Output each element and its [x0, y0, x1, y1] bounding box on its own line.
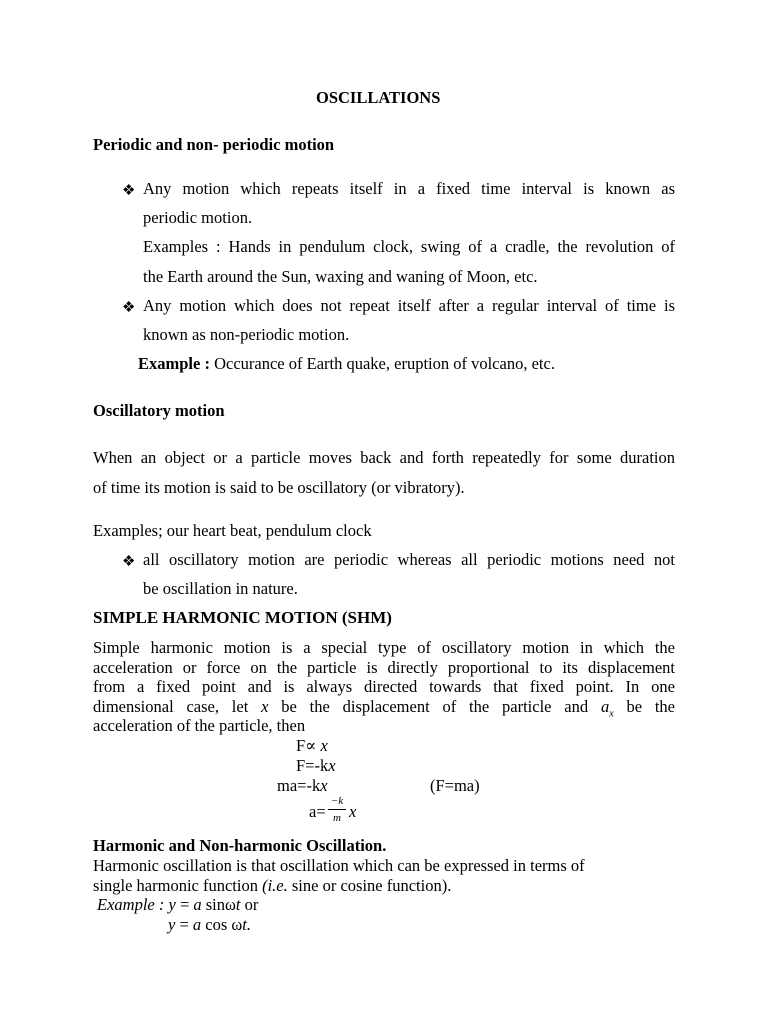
bullet-periodic-line1: Any motion which repeats itself in a fixed time interval is known as: [143, 179, 675, 198]
oscillatory-bullet-line1: all oscillatory motion are periodic whereas all periodic motions need not: [143, 550, 675, 569]
harmonic-example-line1: [97, 897, 258, 914]
eq-text: F=-k: [296, 756, 329, 775]
var-x: x: [261, 697, 269, 716]
bullet-nonperiodic-line1: Any motion which does not repeat itself after a regular interval of time is: [143, 296, 675, 315]
fraction-denominator: m: [333, 812, 341, 824]
var-t: t: [235, 895, 241, 914]
harmonic-example-line2: [168, 917, 251, 934]
var-a: a: [192, 915, 202, 934]
var-t: t.: [242, 915, 251, 934]
var-a: a: [600, 697, 610, 716]
section-heading-shm: SIMPLE HARMONIC MOTION (SHM): [93, 608, 392, 627]
shm-line4-text: dimensional case, let: [93, 697, 262, 716]
shm-line4-text: be the displacement of the particle and: [268, 697, 601, 716]
section-heading-oscillatory: Oscillatory motion: [93, 401, 225, 420]
shm-line2: acceleration or force on the particle is directly proportional to its displacement: [93, 658, 675, 677]
var-x: x: [328, 756, 336, 775]
nonperiodic-example: [138, 356, 555, 373]
example-label: Example :: [97, 895, 169, 914]
var-a-subscript: x: [609, 708, 614, 720]
var-x: x: [320, 736, 328, 755]
var-y: y: [168, 895, 176, 914]
diamond-bullet-icon: ❖: [122, 554, 136, 570]
equation-force: [296, 758, 336, 775]
eq-text: =: [175, 895, 194, 914]
bullet-nonperiodic-line2: known as non-periodic motion.: [143, 325, 350, 344]
shm-line5: acceleration of the particle, then: [93, 716, 306, 735]
page-title: OSCILLATIONS: [316, 88, 441, 107]
equation-note: (F=ma): [430, 776, 480, 795]
eq-text: or: [240, 895, 259, 914]
harmonic-line2: [93, 878, 451, 895]
harmonic-text: sine or cosine function).: [287, 876, 452, 895]
oscillatory-examples: Examples; our heart beat, pendulum clock: [93, 521, 372, 540]
example-label: Example :: [138, 354, 210, 373]
section-heading-harmonic: Harmonic and Non-harmonic Oscillation.: [93, 836, 387, 855]
diamond-bullet-icon: ❖: [122, 183, 136, 199]
eq-text: sinω: [201, 895, 236, 914]
var-x: x: [349, 802, 357, 821]
periodic-examples-line1: Examples : Hands in pendulum clock, swing of a cradle, the revolution of: [143, 237, 675, 256]
shm-line3: from a fixed point and is always directed towards that fixed point. In one: [93, 677, 675, 696]
eq-text: F∝: [296, 736, 321, 755]
periodic-examples-line2: the Earth around the Sun, waxing and waning of Moon, etc.: [143, 267, 538, 286]
var-x: x: [320, 776, 328, 795]
equation-proportional: [296, 738, 328, 755]
bullet-periodic-line2: periodic motion.: [143, 208, 253, 227]
shm-line1: Simple harmonic motion is a special type of oscillatory motion in which the: [93, 638, 675, 657]
diamond-bullet-icon: ❖: [122, 300, 136, 316]
equation-acceleration-left: a=: [309, 802, 326, 821]
harmonic-ie: (i.e.: [262, 876, 288, 895]
var-a: a: [193, 895, 202, 914]
oscillatory-para-line1: When an object or a particle moves back and forth repeatedly for some duration: [93, 448, 675, 467]
eq-text: cos ω: [201, 915, 243, 934]
example-text: Occurance of Earth quake, eruption of volcano, etc.: [209, 354, 555, 373]
fraction-bar: [328, 809, 346, 810]
eq-text: ma=-k: [277, 776, 321, 795]
section-heading-periodic: Periodic and non- periodic motion: [93, 135, 335, 154]
equation-ma: [277, 778, 328, 795]
shm-line4-text: be the: [613, 697, 675, 716]
harmonic-line1: Harmonic oscillation is that oscillation which can be expressed in terms of: [93, 856, 585, 875]
eq-text: =: [175, 915, 193, 934]
oscillatory-bullet-line2: be oscillation in nature.: [143, 579, 298, 598]
harmonic-text: single harmonic function: [93, 876, 263, 895]
var-y: y: [168, 915, 176, 934]
fraction-numerator: −k: [330, 795, 344, 807]
oscillatory-para-line2: of time its motion is said to be oscillatory (or vibratory).: [93, 478, 465, 497]
